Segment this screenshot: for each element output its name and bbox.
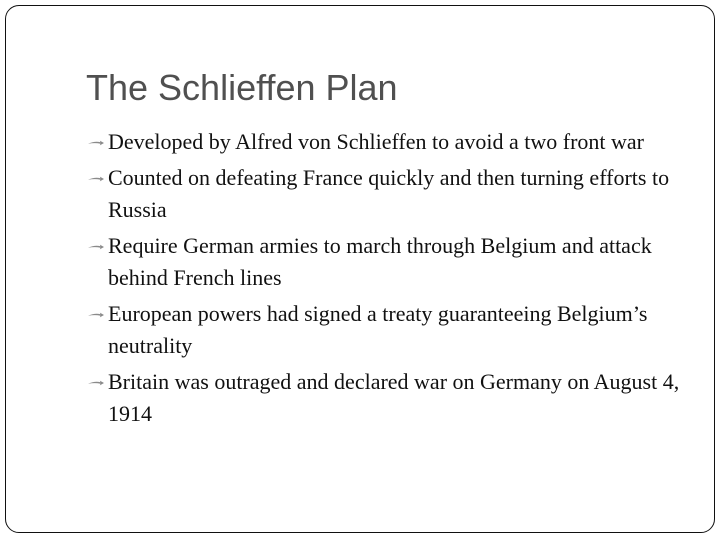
swoosh-arrow-icon	[88, 140, 104, 146]
bullet-item	[86, 230, 696, 294]
bullet-item	[86, 126, 696, 158]
slide-title: The Schlieffen Plan	[86, 67, 398, 108]
slide-frame	[5, 5, 715, 533]
swoosh-arrow-icon	[88, 312, 104, 318]
bullet-item	[86, 366, 696, 430]
bullet-text: Britain was outraged and declared war on Germany on August 4, 1914	[108, 369, 680, 426]
swoosh-arrow-icon	[88, 380, 104, 386]
bullet-text: European powers had signed a treaty guaranteeing Belgium’s neutrality	[108, 301, 648, 358]
bullet-text: Developed by Alfred von Schlieffen to avoid a two front war	[108, 129, 645, 154]
bullet-list	[86, 126, 696, 434]
swoosh-arrow-icon	[88, 176, 104, 182]
bullet-item	[86, 162, 696, 226]
swoosh-arrow-icon	[88, 244, 104, 250]
bullet-item	[86, 298, 696, 362]
bullet-text: Counted on defeating France quickly and then turning efforts to Russia	[108, 165, 670, 222]
bullet-text: Require German armies to march through Belgium and attack behind French lines	[108, 233, 652, 290]
